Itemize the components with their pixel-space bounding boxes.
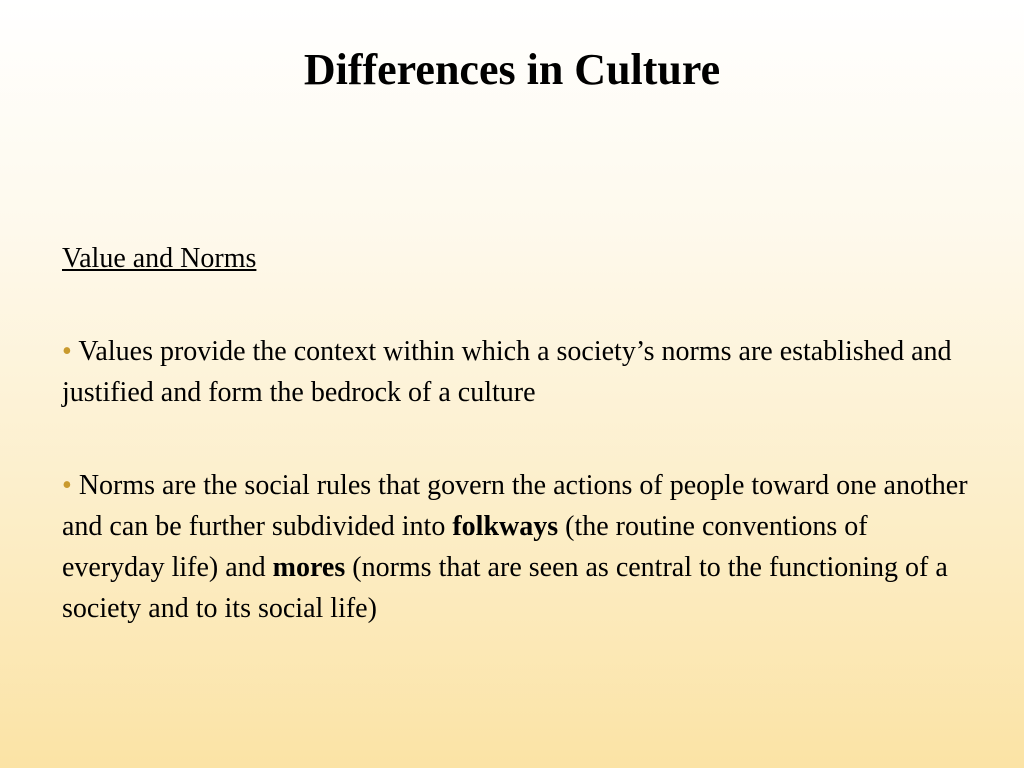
subheading: Value and Norms <box>62 243 257 274</box>
bullet-icon: • <box>62 336 72 367</box>
term-folkways: folkways <box>452 511 559 542</box>
bullet-text: Values provide the context within which a society’s norms are established and justified and form the bedrock of a culture <box>62 336 952 408</box>
term-mores: mores <box>272 552 346 583</box>
bullet-item-norms <box>62 465 972 629</box>
bullet-icon: • <box>62 470 72 501</box>
slide-title: Differences in Culture <box>303 45 721 94</box>
bullet-text-part: Norms are the social rules that govern the actions of people toward one another and can be further subdivided into <box>62 470 968 542</box>
bullet-text-part: (norms that are seen as central to the functioning of a society and to its social life) <box>62 552 948 624</box>
bullet-item-values <box>62 331 972 413</box>
bullet-text-part: (the routine conventions of everyday life) and <box>62 511 868 583</box>
slide-body <box>62 238 972 681</box>
